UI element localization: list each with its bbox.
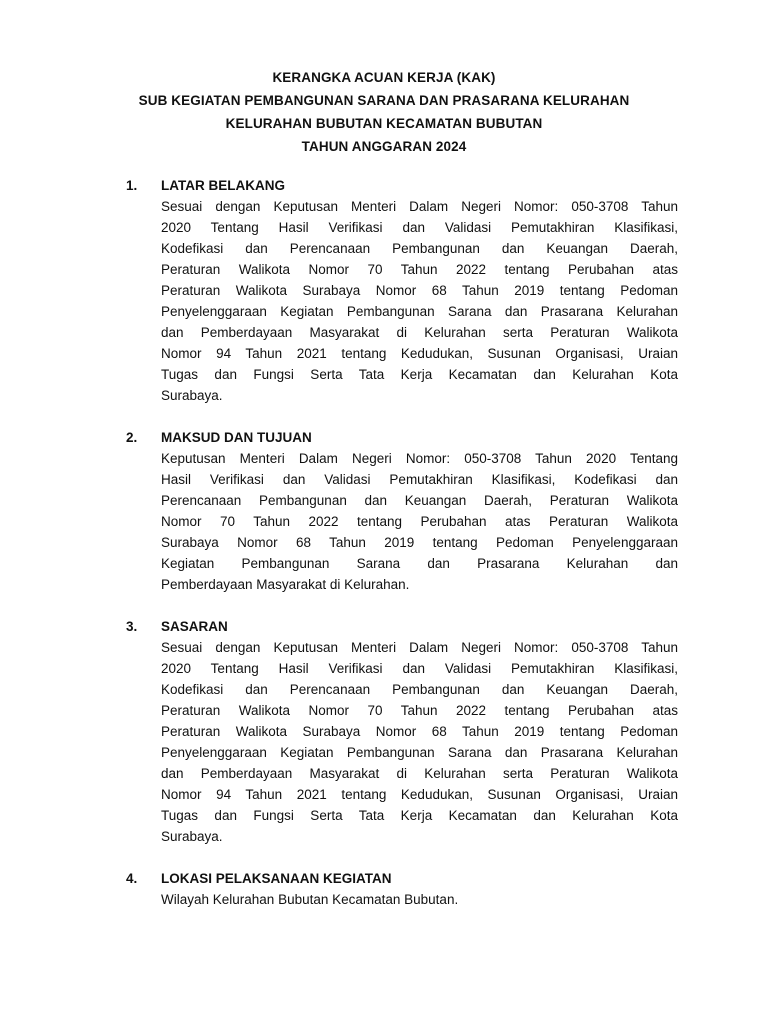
body-line: Hasil Verifikasi dan Validasi Pemutakhiran Klasifikasi, Kodefikasi dan (161, 472, 678, 487)
body-line: Kodefikasi dan Perencanaan Pembangunan dan Keuangan Daerah, (161, 682, 678, 697)
body-line: Peraturan Walikota Surabaya Nomor 68 Tahun 2019 tentang Pedoman (161, 724, 678, 739)
body-line: Peraturan Walikota Surabaya Nomor 68 Tahun 2019 tentang Pedoman (161, 283, 678, 298)
section-title: LOKASI PELAKSANAAN KEGIATAN (161, 871, 392, 886)
section-title: SASARAN (161, 619, 228, 634)
body-line: Tugas dan Fungsi Serta Tata Kerja Kecamatan dan Kelurahan Kota (161, 367, 678, 382)
body-line: Keputusan Menteri Dalam Negeri Nomor: 050-3708 Tahun 2020 Tentang (161, 451, 678, 466)
section-number: 1. (126, 178, 138, 193)
body-line: 2020 Tentang Hasil Verifikasi dan Validasi Pemutakhiran Klasifikasi, (161, 220, 678, 235)
body-line: Tugas dan Fungsi Serta Tata Kerja Kecamatan dan Kelurahan Kota (161, 808, 678, 823)
section-maksud-dan-tujuan (0, 427, 768, 595)
section-title: MAKSUD DAN TUJUAN (161, 430, 312, 445)
body-line: dan Pemberdayaan Masyarakat di Kelurahan serta Peraturan Walikota (161, 325, 678, 340)
body-line: Nomor 94 Tahun 2021 tentang Kedudukan, Susunan Organisasi, Uraian (161, 346, 678, 361)
body-line: Peraturan Walikota Nomor 70 Tahun 2022 tentang Perubahan atas (161, 703, 678, 718)
body-line: Perencanaan Pembangunan dan Keuangan Daerah, Peraturan Walikota (161, 493, 678, 508)
body-line: Kodefikasi dan Perencanaan Pembangunan dan Keuangan Daerah, (161, 241, 678, 256)
body-line: Nomor 70 Tahun 2022 tentang Perubahan atas Peraturan Walikota (161, 514, 678, 529)
document-fiscal-year: TAHUN ANGGARAN 2024 (301, 139, 467, 154)
body-line: 2020 Tentang Hasil Verifikasi dan Validasi Pemutakhiran Klasifikasi, (161, 661, 678, 676)
section-body (161, 637, 678, 847)
body-line: Penyelenggaraan Kegiatan Pembangunan Sarana dan Prasarana Kelurahan (161, 304, 678, 319)
body-line: Peraturan Walikota Nomor 70 Tahun 2022 tentang Perubahan atas (161, 262, 678, 277)
document-subtitle: SUB KEGIATAN PEMBANGUNAN SARANA DAN PRASARANA KELURAHAN (138, 93, 630, 108)
body-line: Sesuai dengan Keputusan Menteri Dalam Negeri Nomor: 050-3708 Tahun (161, 199, 678, 214)
section-number: 4. (126, 871, 138, 886)
body-line: Pemberdayaan Masyarakat di Kelurahan. (161, 577, 410, 592)
section-sasaran (0, 616, 768, 847)
body-line: Nomor 94 Tahun 2021 tentang Kedudukan, Susunan Organisasi, Uraian (161, 787, 678, 802)
document-header (0, 66, 768, 158)
body-line: Wilayah Kelurahan Bubutan Kecamatan Bubutan. (161, 892, 459, 907)
document-title: KERANGKA ACUAN KERJA (KAK) (272, 70, 496, 85)
section-latar-belakang (0, 175, 768, 406)
body-line: Surabaya. (161, 388, 223, 403)
section-lokasi-pelaksanaan (0, 868, 768, 910)
section-number: 2. (126, 430, 138, 445)
section-body (161, 196, 678, 406)
section-title: LATAR BELAKANG (161, 178, 285, 193)
body-line: dan Pemberdayaan Masyarakat di Kelurahan serta Peraturan Walikota (161, 766, 678, 781)
body-line: Surabaya Nomor 68 Tahun 2019 tentang Pedoman Penyelenggaraan (161, 535, 678, 550)
section-body (161, 448, 678, 595)
body-line: Surabaya. (161, 829, 223, 844)
body-line: Penyelenggaraan Kegiatan Pembangunan Sarana dan Prasarana Kelurahan (161, 745, 678, 760)
document-location: KELURAHAN BUBUTAN KECAMATAN BUBUTAN (225, 116, 543, 131)
section-body (161, 889, 678, 910)
body-line: Kegiatan Pembangunan Sarana dan Prasarana Kelurahan dan (161, 556, 678, 571)
body-line: Sesuai dengan Keputusan Menteri Dalam Negeri Nomor: 050-3708 Tahun (161, 640, 678, 655)
section-number: 3. (126, 619, 138, 634)
